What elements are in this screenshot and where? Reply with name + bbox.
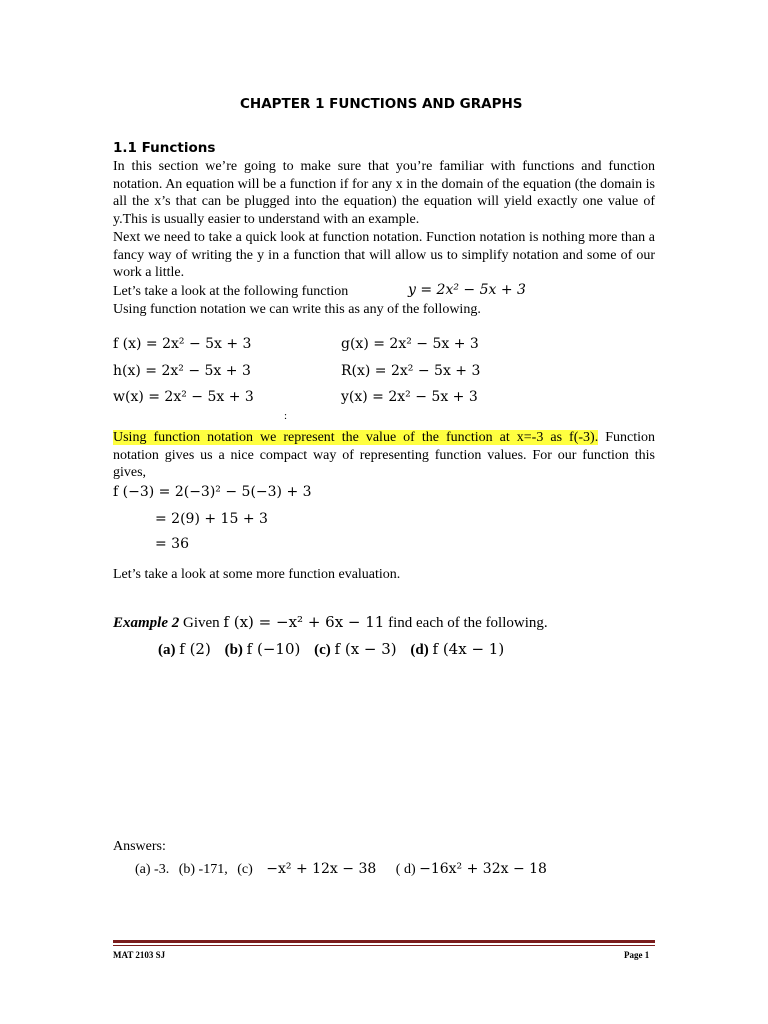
part-a-expr: f (2): [179, 640, 211, 658]
example-suffix: find each of the following.: [388, 615, 548, 631]
answer-c-expr: −x² + 12x − 38: [266, 861, 377, 877]
notation-h: h(x) = 2x² − 5x + 3: [113, 363, 251, 379]
example-line: [113, 613, 548, 632]
answers-label: Answers:: [113, 839, 166, 854]
answer-d-label: ( d): [395, 862, 416, 877]
part-c-expr: f (x − 3): [334, 640, 397, 658]
answer-a: (a) -3.: [135, 862, 170, 877]
part-b-expr: f (−10): [246, 640, 301, 658]
equation-y: y = 2x² − 5x + 3: [408, 282, 526, 298]
part-d-expr: f (4x − 1): [432, 640, 505, 658]
section-title: 1.1 Functions: [113, 140, 216, 156]
paragraph-notation: Next we need to take a quick look at function notation. Function notation is nothing more than a fancy way of writing the y in a function that will allow us to simplify notation and some of our work a little.: [113, 230, 655, 281]
paragraph-evaluation: [113, 429, 655, 482]
eval-step-1: f (−3) = 2(−3)² − 5(−3) + 3: [113, 484, 312, 500]
paragraph-evaluation-rest: Function notation gives us a nice compact way of representing function values. For our function this gives,: [113, 430, 656, 481]
notation-w: w(x) = 2x² − 5x + 3: [113, 389, 254, 405]
part-b-label: (b): [224, 642, 243, 658]
highlighted-sentence: Using function notation we represent the value of the function at x=-3 as f(-3).: [113, 430, 599, 445]
answer-c-label: (c): [237, 862, 253, 877]
paragraph-intro: In this section we’re going to make sure that you’re familiar with functions and function notation. An equation will be a function if for any x in the domain of the equation (the domain is all the x’s that can be plugged into the equation) the equation will yield exactly one value of y.This is usually easier to understand with an example.: [113, 159, 655, 227]
notation-y: y(x) = 2x² − 5x + 3: [341, 389, 478, 405]
eval-step-3: = 36: [155, 536, 189, 552]
footer-page: Page 1: [624, 950, 650, 960]
notation-f: f (x) = 2x² − 5x + 3: [113, 336, 252, 352]
example-parts: [158, 640, 504, 659]
eval-step-2: = 2(9) + 15 + 3: [155, 511, 268, 527]
paragraph-example-intro: Let’s take a look at the following function: [113, 284, 349, 299]
example-label: Example 2: [113, 615, 180, 631]
part-c-label: (c): [314, 642, 331, 658]
example-function: f (x) = −x² + 6x − 11: [223, 613, 385, 631]
notation-g: g(x) = 2x² − 5x + 3: [341, 336, 479, 352]
footer-rule-thick: [113, 940, 655, 943]
example-given: Given: [183, 615, 220, 631]
footer-rule-thin: [113, 945, 655, 946]
notation-r: R(x) = 2x² − 5x + 3: [341, 363, 481, 379]
paragraph-notation-forms: Using function notation we can write this as any of the following.: [113, 302, 481, 317]
answer-b: (b) -171,: [178, 862, 228, 877]
stray-mark: :: [284, 410, 288, 422]
part-d-label: (d): [410, 642, 429, 658]
chapter-title: CHAPTER 1 FUNCTIONS AND GRAPHS: [240, 96, 523, 112]
answer-d-expr: −16x² + 32x − 18: [419, 861, 547, 877]
footer-course: MAT 2103 SJ: [113, 950, 166, 960]
part-a-label: (a): [158, 642, 176, 658]
answers-line: [135, 861, 547, 878]
paragraph-more-evaluation: Let’s take a look at some more function evaluation.: [113, 567, 401, 582]
